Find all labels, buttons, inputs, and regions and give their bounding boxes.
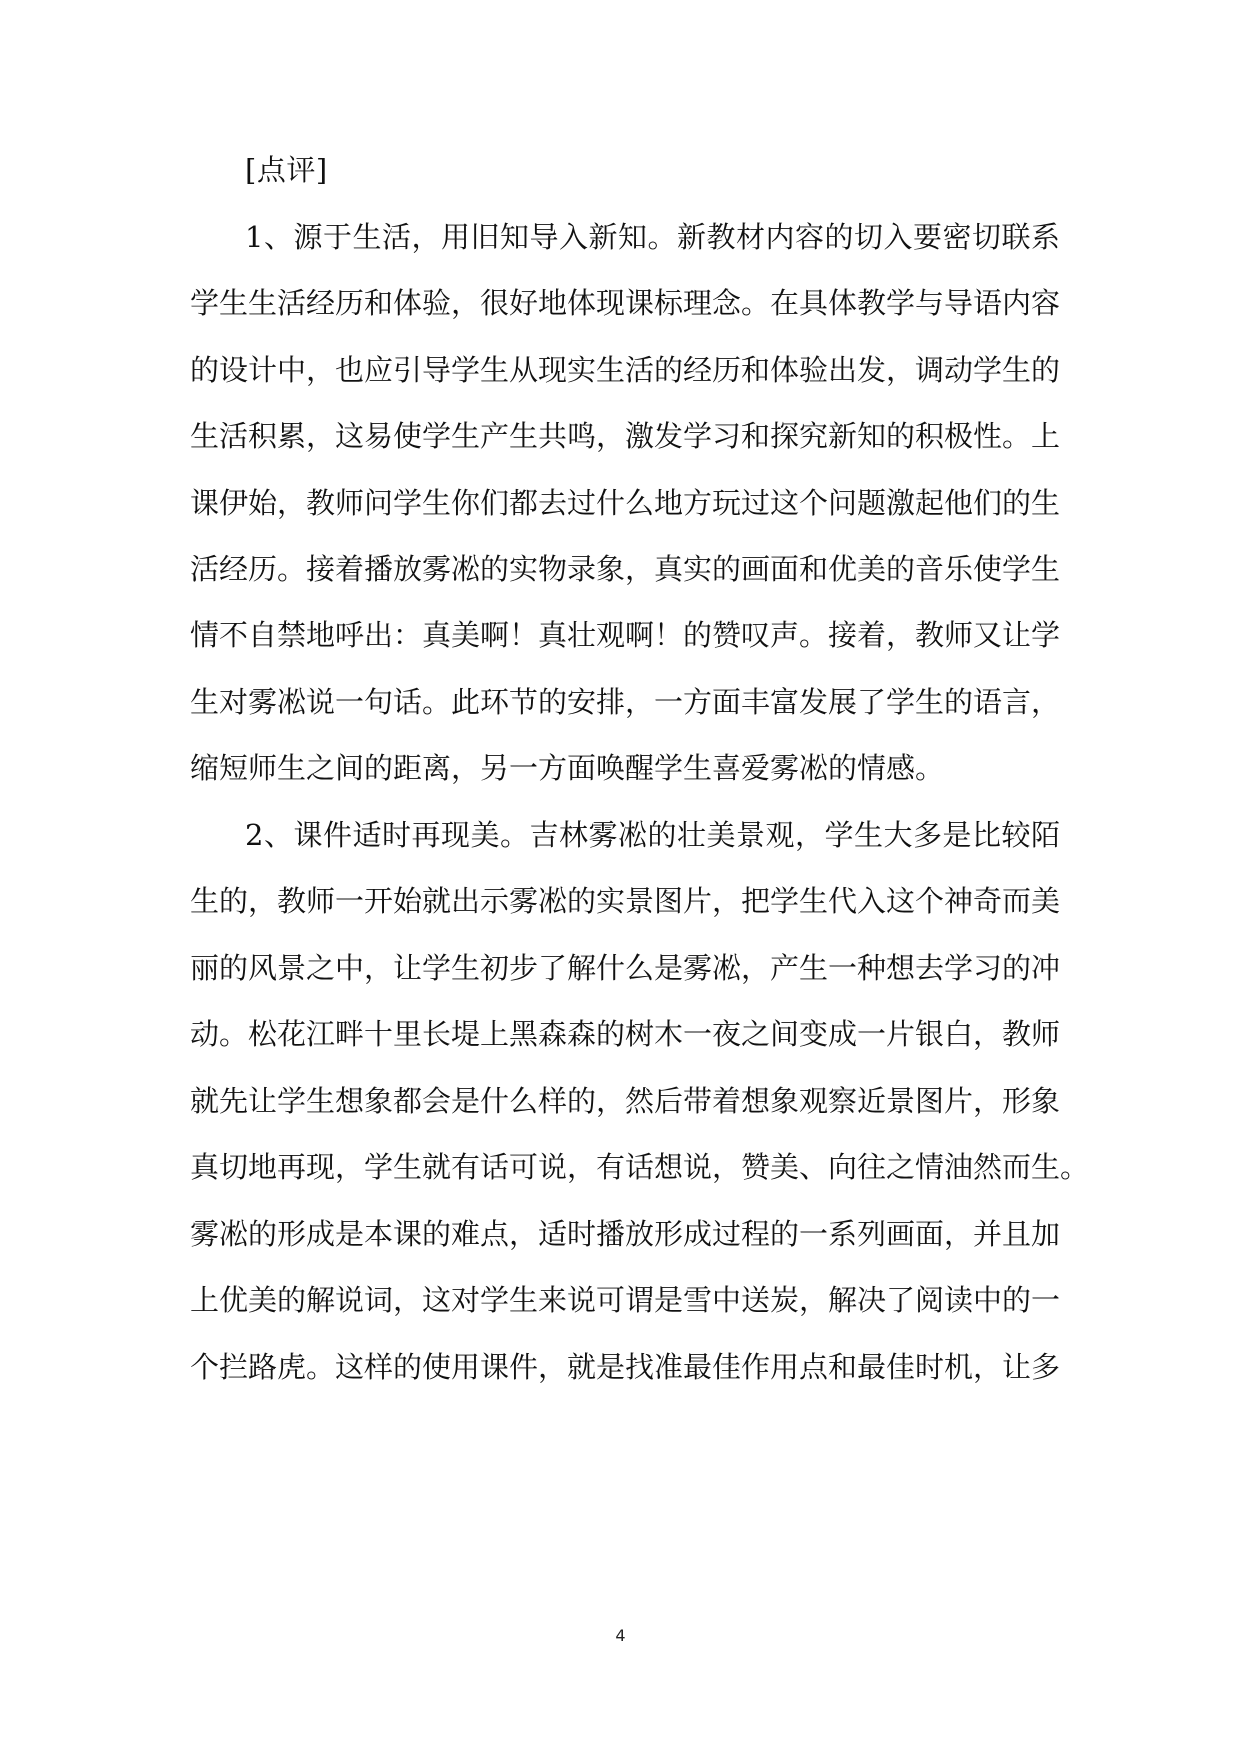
page-number: 4 bbox=[615, 1626, 626, 1645]
paragraph-2-line-4: 动。松花江畔十里长堤上黑森森的树木一夜之间变成一片银白，教师 bbox=[190, 1017, 1061, 1051]
paragraph-2-line-6: 真切地再现，学生就有话可说，有话想说，赞美、向往之情油然而生。 bbox=[190, 1150, 1090, 1184]
paragraph-1-line-3: 的设计中，也应引导学生从现实生活的经历和体验出发，调动学生的 bbox=[190, 353, 1061, 387]
paragraph-2-line-3: 丽的风景之中，让学生初步了解什么是雾凇，产生一种想去学习的冲 bbox=[190, 951, 1061, 985]
paragraph-1-line-8: 生对雾凇说一句话。此环节的安排，一方面丰富发展了学生的语言， bbox=[190, 685, 1061, 719]
paragraph-1-line-7: 情不自禁地呼出：真美啊！真壮观啊！的赞叹声。接着，教师又让学 bbox=[190, 618, 1061, 652]
paragraph-1-line-9: 缩短师生之间的距离，另一方面唤醒学生喜爱雾凇的情感。 bbox=[190, 751, 945, 785]
paragraph-2-line-9: 个拦路虎。这样的使用课件，就是找准最佳作用点和最佳时机，让多 bbox=[190, 1350, 1061, 1384]
paragraph-1-line-2: 学生生活经历和体验，很好地体现课标理念。在具体教学与导语内容 bbox=[190, 286, 1061, 320]
paragraph-1-line-1: 1、源于生活，用旧知导入新知。新教材内容的切入要密切联系 bbox=[245, 220, 1060, 254]
paragraph-1-line-5: 课伊始，教师问学生你们都去过什么地方玩过这个问题激起他们的生 bbox=[190, 486, 1061, 520]
review-heading: [点评] bbox=[245, 153, 328, 187]
paragraph-2-line-2: 生的，教师一开始就出示雾凇的实景图片，把学生代入这个神奇而美 bbox=[190, 884, 1061, 918]
paragraph-2-line-8: 上优美的解说词，这对学生来说可谓是雪中送炭，解决了阅读中的一 bbox=[190, 1283, 1061, 1317]
paragraph-1-line-4: 生活积累，这易使学生产生共鸣，激发学习和探究新知的积极性。上 bbox=[190, 419, 1061, 453]
paragraph-2-line-1: 2、课件适时再现美。吉林雾凇的壮美景观，学生大多是比较陌 bbox=[245, 818, 1060, 852]
paragraph-2-line-7: 雾凇的形成是本课的难点，适时播放形成过程的一系列画面，并且加 bbox=[190, 1217, 1061, 1251]
paragraph-1-line-6: 活经历。接着播放雾凇的实物录象，真实的画面和优美的音乐使学生 bbox=[190, 552, 1061, 586]
paragraph-2-line-5: 就先让学生想象都会是什么样的，然后带着想象观察近景图片，形象 bbox=[190, 1084, 1061, 1118]
